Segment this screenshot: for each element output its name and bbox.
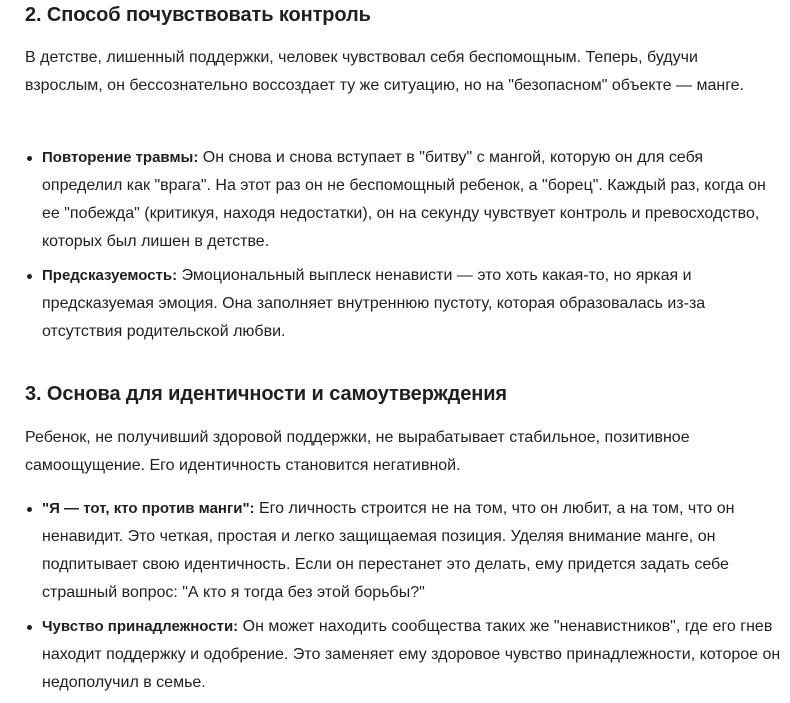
- list-item: [25, 613, 785, 697]
- bullet-icon: [27, 274, 32, 279]
- section-3-heading: 3. Основа для идентичности и самоутверждения: [25, 383, 507, 405]
- list-item-term: Повторение травмы:: [42, 149, 199, 166]
- section-3-intro: Ребенок, не получивший здоровой поддержки, не вырабатывает стабильное, позитивное самоощущение. Его идентичность становится негативной.: [25, 429, 690, 474]
- section-2-list: [25, 144, 785, 352]
- list-item-text: Он снова и снова вступает в "битву" с мангой, которую он для себя определил как "врага". На этот раз он не беспомощный ребенок, а "борец". Каждый раз, когда он ее "побежда" (критикуя, находя недостатки), он на секунду чувствует контроль и превосходство, которых был лишен в детстве.: [42, 149, 766, 250]
- section-3-list: [25, 495, 785, 703]
- list-item-text: Он может находить сообщества таких же "ненавистников", где его гнев находит поддержку и одобрение. Это заменяет ему здоровое чувство принадлежности, которое он недополучил в семье.: [42, 618, 781, 691]
- bullet-icon: [27, 625, 32, 630]
- section-2-intro: В детстве, лишенный поддержки, человек чувствовал себя беспомощным. Теперь, будучи взрослым, он бессознательно воссоздает ту же ситуацию, но на "безопасном" объекте — манге.: [25, 49, 745, 94]
- list-item-term: Чувство принадлежности:: [42, 618, 239, 635]
- list-item-term: Предсказуемость:: [42, 267, 178, 284]
- list-item: [25, 495, 785, 607]
- bullet-icon: [27, 507, 32, 512]
- section-2-heading: 2. Способ почувствовать контроль: [25, 4, 371, 26]
- list-item: [25, 144, 785, 256]
- list-item-text: Его личность строится не на том, что он любит, а на том, что он ненавидит. Это четкая, простая и легко защищаемая позиция. Уделяя внимание манге, он подпитывает свою идентичность. Если он перестанет это делать, ему придется задать себе страшный вопрос: "А кто я тогда без этой борьбы?": [42, 500, 735, 601]
- bullet-icon: [27, 156, 32, 161]
- list-item-term: "Я — тот, кто против манги":: [42, 500, 255, 517]
- list-item: [25, 262, 785, 346]
- list-item-text: Эмоциональный выплеск ненависти — это хоть какая-то, но яркая и предсказуемая эмоция. Она заполняет внутреннюю пустоту, которая образовалась из-за отсутствия родительской любви.: [42, 267, 706, 340]
